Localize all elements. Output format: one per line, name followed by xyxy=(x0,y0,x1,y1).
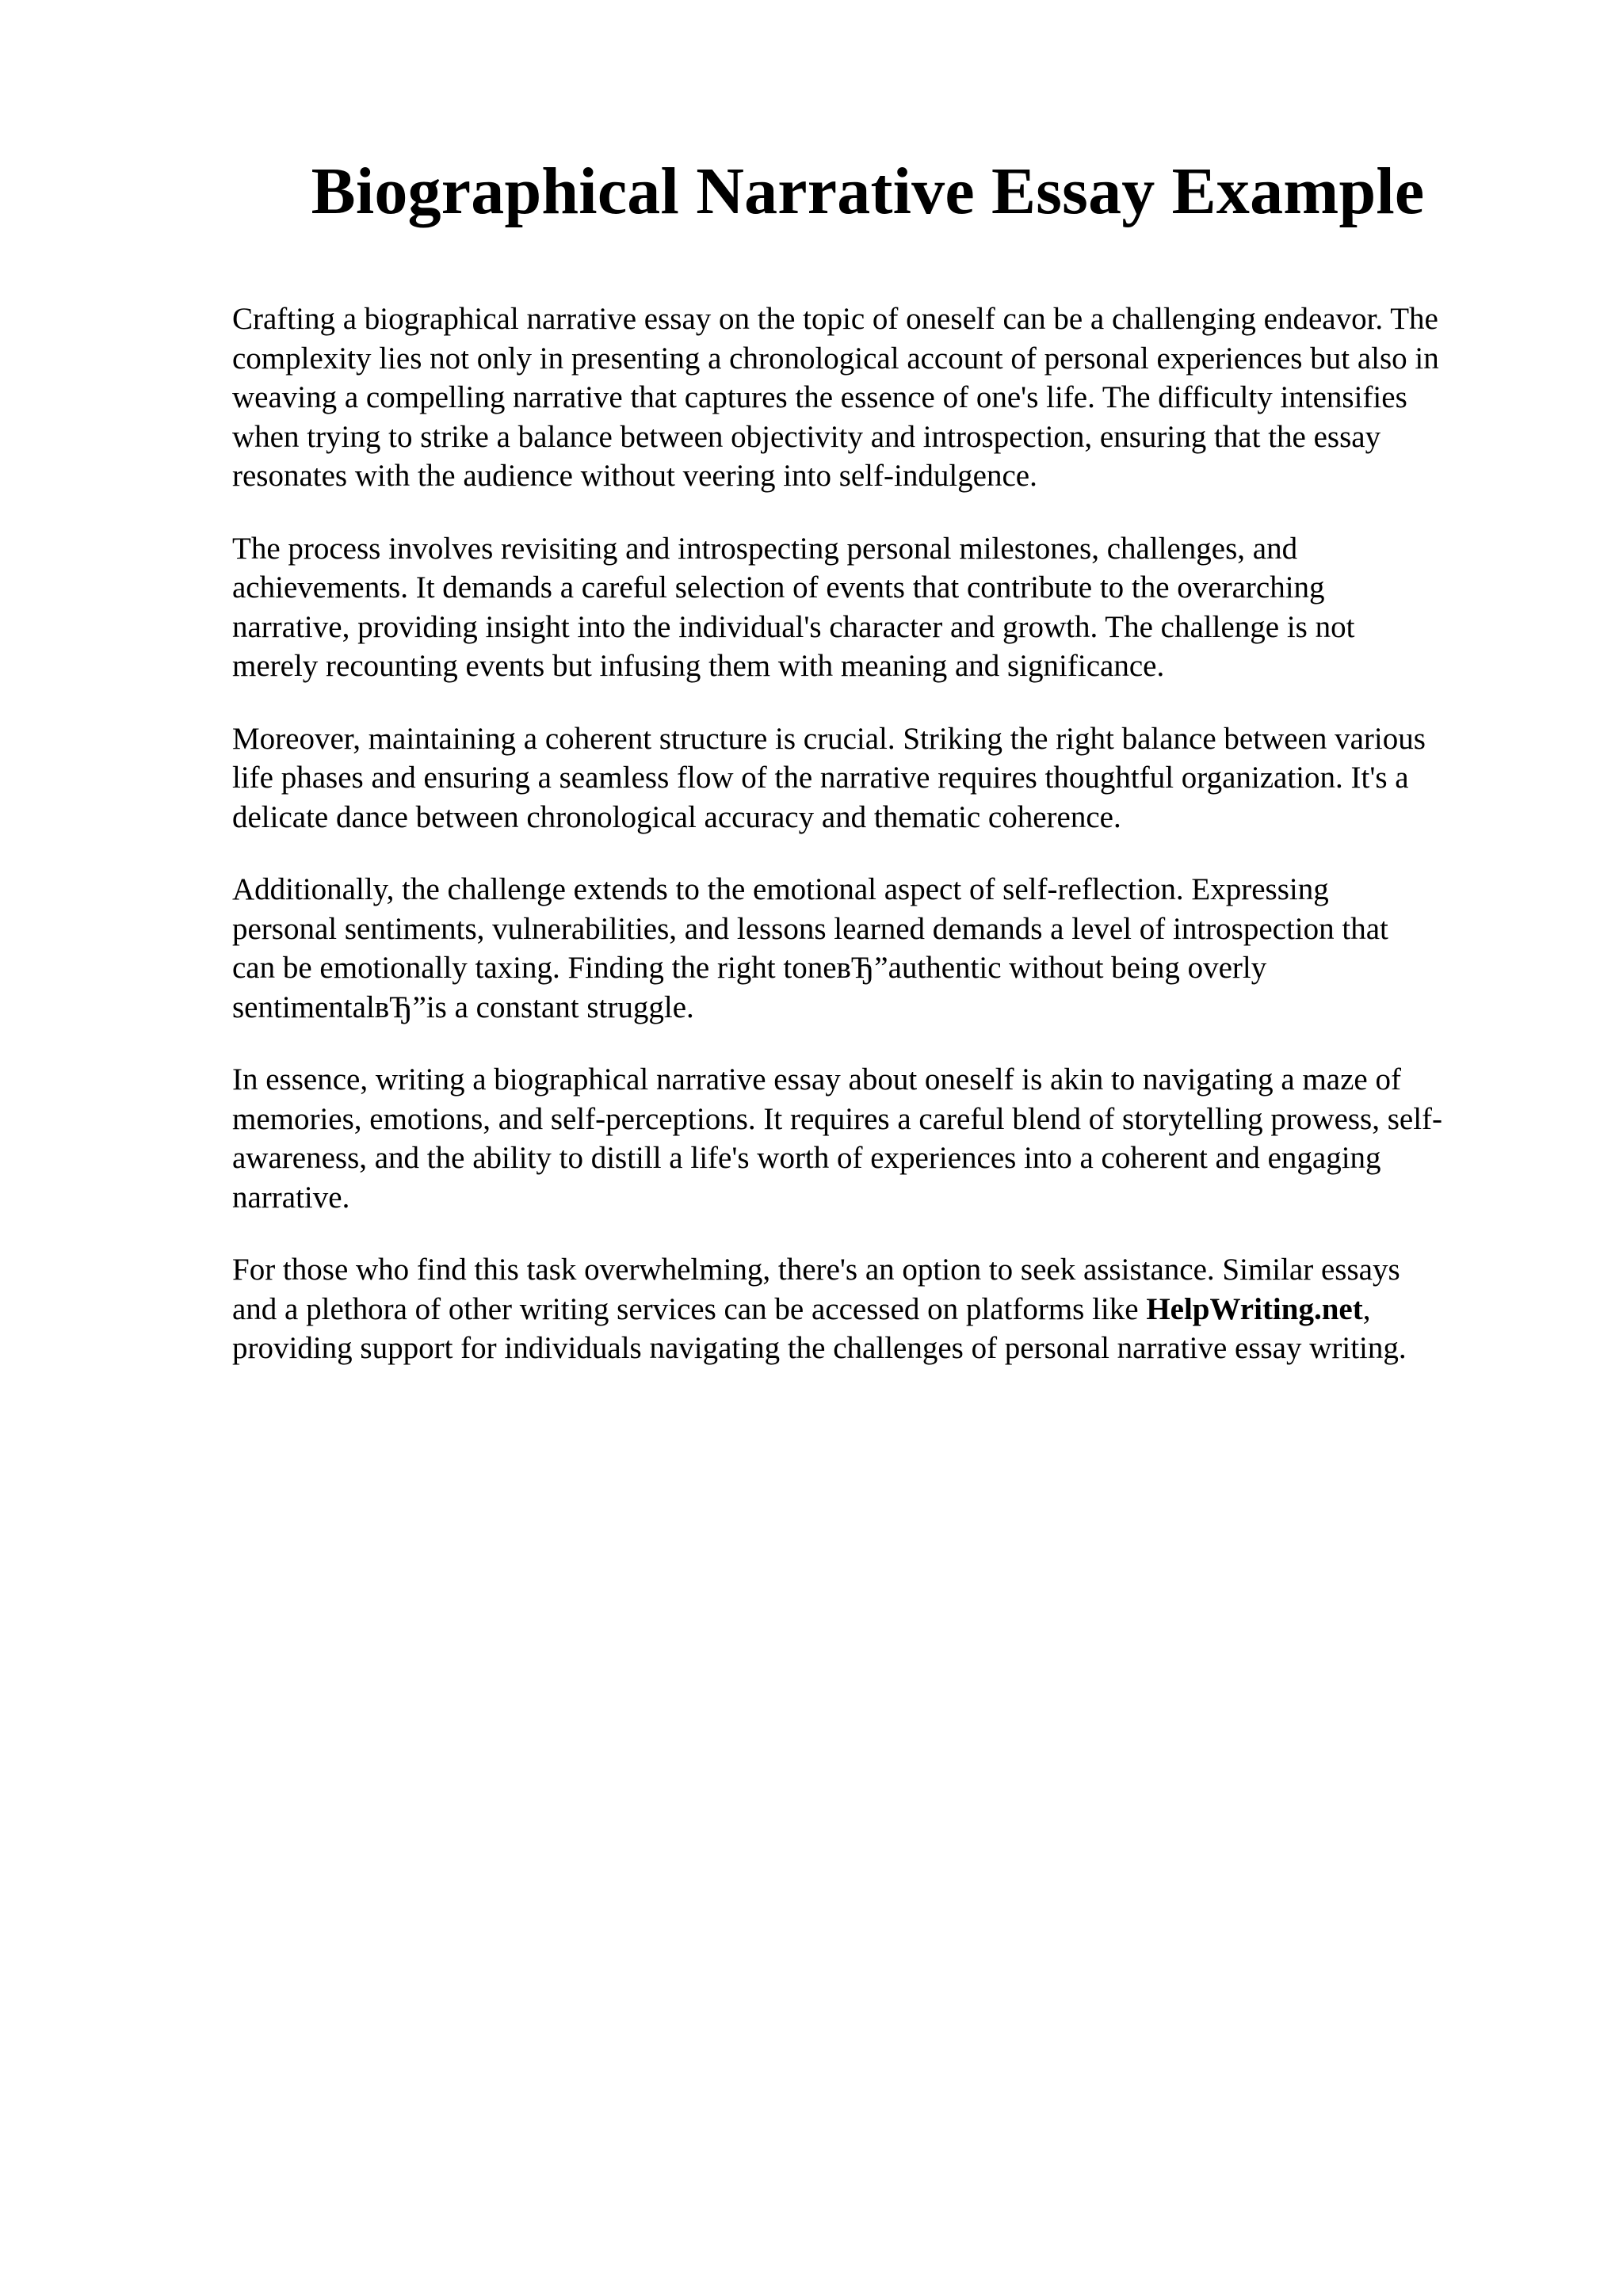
text-line: The process involves revisiting and introspecting personal milestones, challenges, and xyxy=(232,531,1298,566)
text-line: achievements. It demands a careful selection of events that contribute to the overarching xyxy=(232,570,1325,605)
text-line: can be emotionally taxing. Finding the right toneвЂ”authentic without being overly xyxy=(232,951,1267,985)
document-body xyxy=(232,299,1548,1402)
text-line: merely recounting events but infusing them with meaning and significance. xyxy=(232,649,1165,683)
text-line: sentimentalвЂ”is a constant struggle. xyxy=(232,990,694,1024)
paragraph-5 xyxy=(232,1060,1548,1217)
paragraph-3 xyxy=(232,719,1548,837)
text-line: personal sentiments, vulnerabilities, and lessons learned demands a level of introspection that xyxy=(232,911,1388,946)
text-line: narrative, providing insight into the individual's character and growth. The challenge is not xyxy=(232,609,1355,644)
text-line: providing support for individuals navigating the challenges of personal narrative essay writing. xyxy=(232,1331,1407,1365)
text-line: For those who find this task overwhelming, there's an option to seek assistance. Similar essays xyxy=(232,1253,1400,1287)
text-line: Additionally, the challenge extends to the emotional aspect of self-reflection. Expressing xyxy=(232,872,1329,906)
text-line: complexity lies not only in presenting a chronological account of personal experiences but also in xyxy=(232,341,1439,376)
paragraph-6 xyxy=(232,1250,1548,1368)
paragraph-2 xyxy=(232,529,1548,686)
text-segment: , xyxy=(1362,1291,1371,1326)
paragraph-1 xyxy=(232,299,1548,496)
text-line: In essence, writing a biographical narrative essay about oneself is akin to navigating a maze of xyxy=(232,1062,1401,1097)
text-line: memories, emotions, and self-perceptions. It requires a careful blend of storytelling prowess, self- xyxy=(232,1101,1443,1136)
text-line: when trying to strike a balance between objectivity and introspection, ensuring that the essay xyxy=(232,419,1381,454)
text-line: narrative. xyxy=(232,1180,350,1215)
paragraph-4 xyxy=(232,870,1548,1027)
text-line xyxy=(232,1290,1548,1329)
text-line: awareness, and the ability to distill a life's worth of experiences into a coherent and engaging xyxy=(232,1141,1381,1175)
text-line: resonates with the audience without veering into self-indulgence. xyxy=(232,459,1037,493)
text-line: delicate dance between chronological accuracy and thematic coherence. xyxy=(232,799,1121,834)
text-line: Crafting a biographical narrative essay on the topic of oneself can be a challenging endeavor. The xyxy=(232,302,1438,336)
text-line: weaving a compelling narrative that captures the essence of one's life. The difficulty intensifies xyxy=(232,380,1407,414)
text-line: life phases and ensuring a seamless flow of the narrative requires thoughtful organization. It's a xyxy=(232,761,1409,795)
document-title: Biographical Narrative Essay Example xyxy=(311,154,1425,228)
helpwriting-link[interactable]: HelpWriting.net xyxy=(1146,1291,1363,1326)
text-line: Moreover, maintaining a coherent structure is crucial. Striking the right balance between various xyxy=(232,721,1426,756)
text-segment: and a plethora of other writing services can be accessed on platforms like xyxy=(232,1291,1147,1326)
